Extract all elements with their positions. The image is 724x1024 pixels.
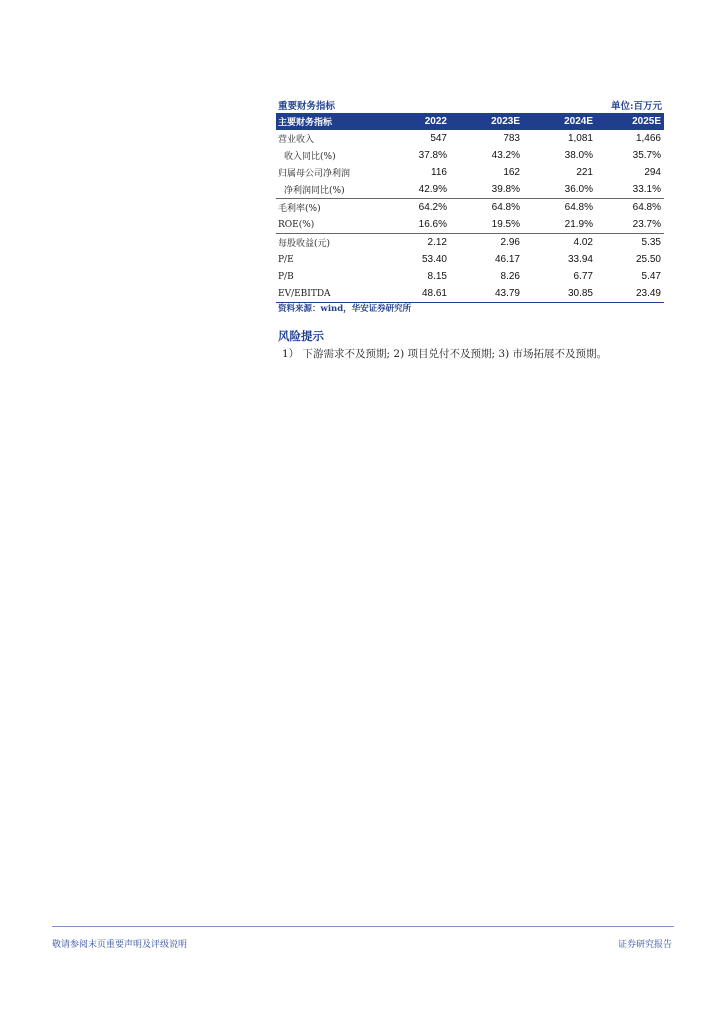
cell-value: 19.5% [491, 219, 520, 230]
row-label: 每股收益(元) [276, 234, 388, 252]
risk-section-text: 1） 下游需求不及预期; 2) 项目兑付不及预期; 3) 市场拓展不及预期。 [282, 348, 607, 360]
cell-value: 37.8% [418, 150, 447, 161]
cell-value: 16.6% [418, 219, 447, 230]
cell-value: 42.9% [418, 184, 447, 195]
table-row [276, 251, 664, 268]
cell-value: 36.0% [564, 184, 593, 195]
cell-value: 35.7% [632, 150, 661, 161]
table-row [276, 181, 664, 199]
header-year: 2024E [523, 113, 596, 130]
cell-value: 5.47 [641, 271, 661, 282]
cell-value: 64.8% [596, 199, 664, 217]
table-row [276, 199, 664, 217]
footer-divider [52, 926, 674, 927]
table-row [276, 234, 664, 252]
cell-value: 4.02 [523, 234, 596, 252]
header-year: 2022 [388, 113, 450, 130]
row-label: ROE(%) [278, 219, 315, 230]
cell-value: 116 [431, 167, 447, 178]
cell-value: 30.85 [523, 285, 596, 303]
cell-value: 64.8% [450, 199, 523, 217]
cell-value: 64.2% [388, 199, 450, 217]
row-label: 营业收入 [278, 135, 315, 145]
row-label: P/B [278, 271, 294, 282]
cell-value: 21.9% [564, 219, 593, 230]
cell-value: 6.77 [573, 271, 593, 282]
risk-section-title: 风险提示 [278, 329, 324, 343]
cell-value: 1,466 [635, 133, 661, 144]
cell-value: 25.50 [635, 254, 661, 265]
row-label: 净利润同比(%) [284, 186, 345, 196]
cell-value: 8.26 [500, 271, 520, 282]
cell-value: 33.1% [632, 184, 661, 195]
cell-value: 1,081 [567, 133, 593, 144]
cell-value: 38.0% [564, 150, 593, 161]
header-year: 2023E [450, 113, 523, 130]
row-label: P/E [278, 254, 294, 265]
cell-value: 8.15 [427, 271, 447, 282]
table-row [276, 130, 664, 147]
table-source-note: 资料来源：wind，华安证券研究所 [278, 304, 412, 314]
cell-value: 2.96 [450, 234, 523, 252]
cell-value: 23.49 [596, 285, 664, 303]
cell-value: 43.79 [450, 285, 523, 303]
cell-value: 783 [503, 133, 520, 144]
row-label: EV/EBITDA [276, 285, 388, 303]
footer-disclaimer: 敬请参阅末页重要声明及评级说明 [52, 940, 188, 950]
table-row [276, 285, 664, 303]
row-label: 归属母公司净利润 [278, 169, 351, 179]
table-row [276, 268, 664, 285]
table-unit: 单位:百万元 [610, 101, 662, 112]
table-row [276, 216, 664, 234]
table-row [276, 147, 664, 164]
header-label: 主要财务指标 [276, 113, 388, 130]
cell-value: 33.94 [567, 254, 593, 265]
cell-value: 53.40 [421, 254, 447, 265]
table-row [276, 164, 664, 181]
footer-report-type: 证券研究报告 [617, 940, 672, 950]
table-title: 重要财务指标 [278, 101, 336, 112]
cell-value: 547 [430, 133, 447, 144]
cell-value: 221 [576, 167, 593, 178]
row-label: 收入同比(%) [284, 152, 336, 162]
table-title-row [276, 98, 664, 112]
cell-value: 2.12 [388, 234, 450, 252]
cell-value: 162 [503, 167, 520, 178]
header-year: 2025E [596, 113, 664, 130]
cell-value: 48.61 [388, 285, 450, 303]
financial-indicators-table [276, 113, 664, 303]
cell-value: 23.7% [632, 219, 661, 230]
cell-value: 46.17 [494, 254, 520, 265]
cell-value: 64.8% [523, 199, 596, 217]
table-header-row [276, 113, 664, 130]
cell-value: 294 [644, 167, 661, 178]
cell-value: 39.8% [491, 184, 520, 195]
cell-value: 43.2% [491, 150, 520, 161]
row-label: 毛利率(%) [276, 199, 388, 217]
cell-value: 5.35 [596, 234, 664, 252]
